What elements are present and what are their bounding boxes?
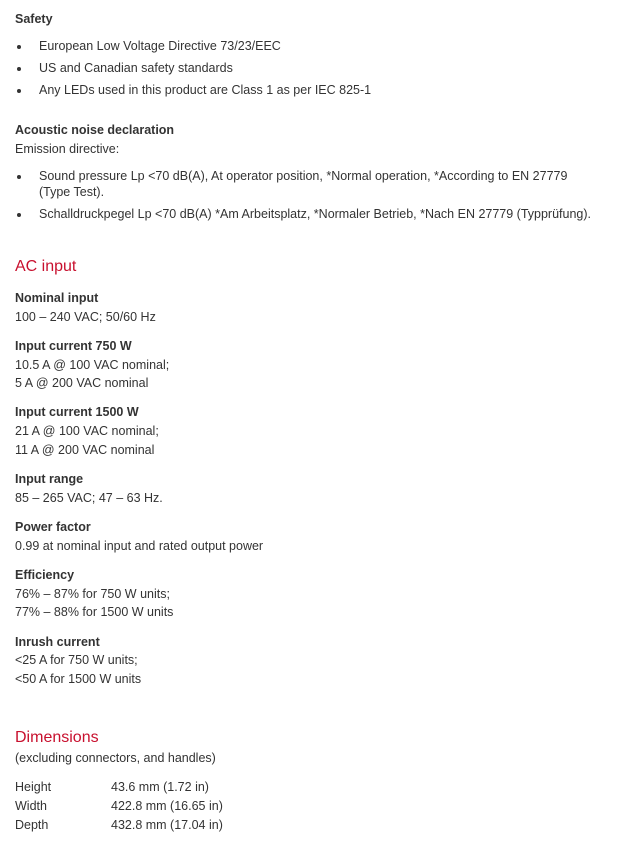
spec-value: 0.99 at nominal input and rated output power: [15, 539, 264, 553]
spec-label-input-current-750: Input current 750 W: [15, 339, 132, 353]
spec-label-efficiency: Efficiency: [15, 568, 75, 582]
spec-value: 76% – 87% for 750 W units;: [15, 587, 170, 601]
spec-value: 10.5 A @ 100 VAC nominal;: [15, 358, 170, 372]
bullet-icon: [17, 45, 21, 49]
acoustic-heading: Acoustic noise declaration: [15, 123, 175, 137]
list-item-text: Any LEDs used in this product are Class 1 as per IEC 825-1: [39, 83, 372, 97]
list-item-text: US and Canadian safety standards: [39, 61, 233, 75]
ac-input-title: AC input: [15, 258, 77, 275]
bullet-icon: [17, 67, 21, 71]
spec-value: <25 A for 750 W units;: [15, 653, 138, 667]
spec-value: 77% – 88% for 1500 W units: [15, 605, 174, 619]
spec-value: 21 A @ 100 VAC nominal;: [15, 424, 159, 438]
list-item-text: European Low Voltage Directive 73/23/EEC: [39, 39, 281, 53]
dimension-row-height: [15, 780, 209, 794]
bullet-icon: [17, 175, 21, 179]
spec-label-input-range: Input range: [15, 472, 84, 486]
dimension-label: Width: [15, 799, 47, 813]
dimension-label: Height: [15, 780, 52, 794]
spec-label-nominal-input: Nominal input: [15, 291, 99, 305]
list-item-text: Schalldruckpegel Lp <70 dB(A) *Am Arbeitsplatz, *Normaler Betrieb, *Nach EN 27779 (Typprüfung).: [39, 207, 592, 221]
dimensions-title: Dimensions: [15, 729, 99, 746]
spec-value: <50 A for 1500 W units: [15, 672, 142, 686]
dimension-row-depth: [15, 818, 223, 832]
dimension-value: 432.8 mm (17.04 in): [111, 818, 223, 832]
acoustic-subheading: Emission directive:: [15, 142, 120, 156]
spec-value: 5 A @ 200 VAC nominal: [15, 376, 149, 390]
spec-label-input-current-1500: Input current 1500 W: [15, 405, 139, 419]
spec-value: 100 – 240 VAC; 50/60 Hz: [15, 310, 156, 324]
bullet-icon: [17, 89, 21, 93]
spec-value: 11 A @ 200 VAC nominal: [15, 443, 155, 457]
bullet-icon: [17, 213, 21, 217]
spec-value: 85 – 265 VAC; 47 – 63 Hz.: [15, 491, 163, 505]
safety-heading: Safety: [15, 12, 53, 26]
spec-label-inrush-current: Inrush current: [15, 635, 100, 649]
dimensions-note: (excluding connectors, and handles): [15, 751, 216, 765]
dimension-row-width: [15, 799, 223, 813]
list-item-text-continued: (Type Test).: [39, 185, 105, 199]
dimension-value: 43.6 mm (1.72 in): [111, 780, 209, 794]
list-item-text: Sound pressure Lp <70 dB(A), At operator position, *Normal operation, *According to EN 27779: [39, 169, 568, 183]
dimension-label: Depth: [15, 818, 49, 832]
spec-label-power-factor: Power factor: [15, 520, 91, 534]
dimension-value: 422.8 mm (16.65 in): [111, 799, 223, 813]
